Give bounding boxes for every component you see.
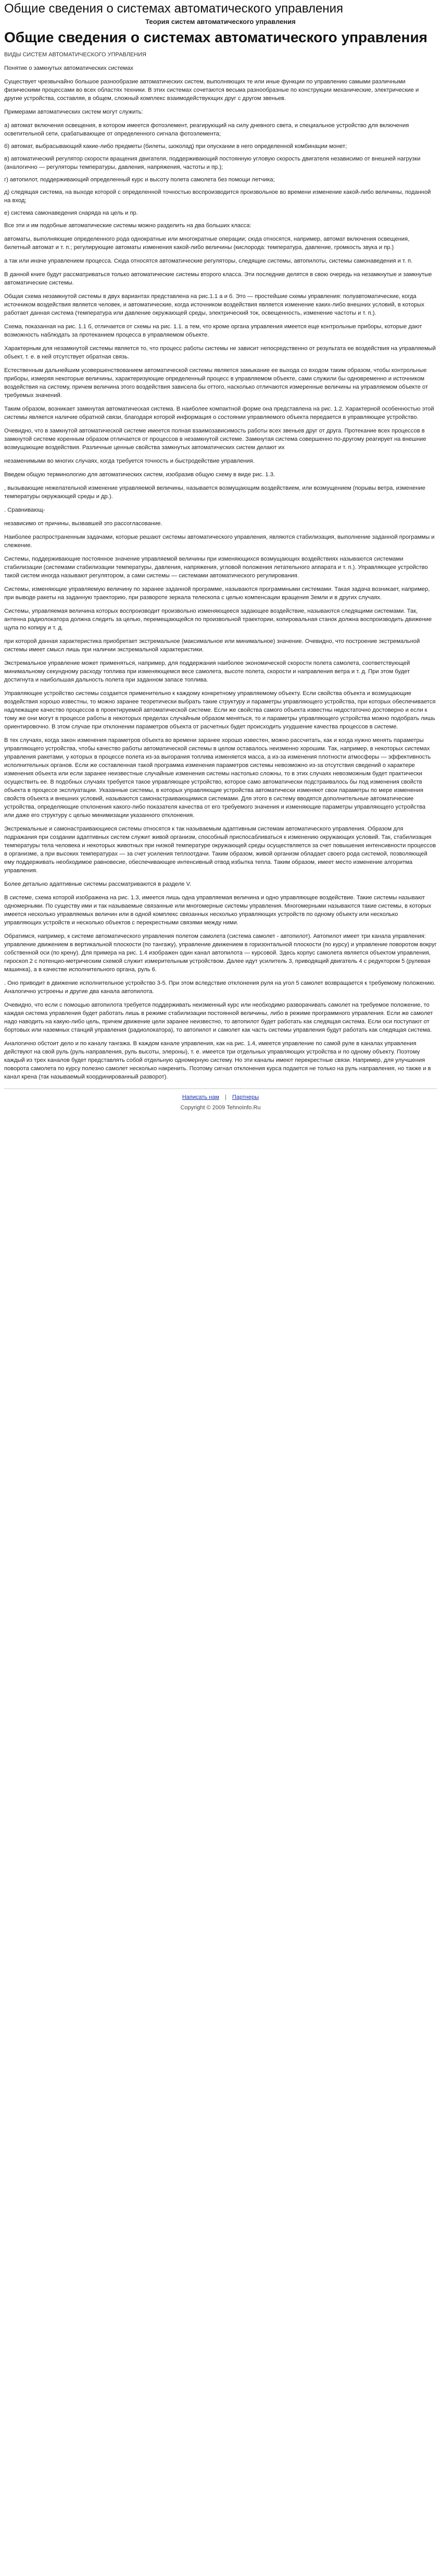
section-subtitle: ВИДЫ СИСТЕМ АВТОМАТИЧЕСКОГО УПРАВЛЕНИЯ [4,52,146,58]
footer-separator: | [225,1094,226,1100]
list-item: а) автомат включения освещения, в котором имеется фотоэлемент, реагирующий на силу дневного света, и специальное устройство для включения осветительной сети, срабатывающее от определенного сигнала фотоэлемента; [4,122,409,137]
paragraph: Экстремальные и самонастраивающиеся системы относятся к так называемым адаптивным системам автоматического управления. Образом для подражания при создании адаптивных систем служит живой организм, способный приспосабливаться к изменению окружающих условий. Так, стабилизация температуры тела человека и некоторых животных при низкой температуре окружающей среды осуществляется за счет повышения интенсивности процессов в организме, а при высоких температурах — за счет усиления теплоотдачи. Таким образом, живой организм обладает своего рода системой, позволяющей ему поддерживать необходимое равновесие, обеспечивающее интенсивный отвод избытка тепла. Таким образом, имеет место изменение алгоритма управления. [4,826,436,874]
paragraph: Схема, показанная на рис. 1.1 б, отличается от схемы на рис. 1.1. а тем, что кроме органа управления имеется еще контрольные приборы, которые дают возможность наблюдать за протеканием процесса в управляемом объекте. [4,324,422,338]
paragraph: Все эти и им подобные автоматические системы можно разделить на два больших класса: [4,222,251,229]
paragraph: . Оно приводит в движение исполнительное устройство 3-5. При этом вследствие отклонения руля на угол 5 самолет возвращается к требуемому положению. Аналогично устроены и другие два канала автопилота. [4,980,436,995]
paragraph: автоматы, выполняющие определенного рода однократные или многократные операции; сюда относятся, например, автомат включения освещения, билетный автомат и т. п.; регулирующие автоматы изменения какой-либо величины (кислорода: температура, давление, громкость звука и пр.) [4,236,410,251]
paragraph: Аналогично обстоит дело и по каналу тангажа. В каждом канале управления, как на рис. 1.4, имеется управление по самой руле в каналах управления действуют на свой руль (руль направления, руль высоты, элероны), т. е. имеется три отдельных управляющих устройства и по одному объекту. Поэтому каждый из трех каналов будет представлять собой отдельную одномерную систему. Но эти каналы имеют перекрестные связи. Например, для улучшения поворота самолета по курсу полезно самолет несколько накренить. Поэтому сигнал отклонения курса подается не только на руль направления, но также и в канал крена (так называемый координированный разворот). [4,1041,431,1080]
paragraph: Введем общую терминологию для автоматических систем, изобразив общую схему в виде рис. 1.3. [4,472,275,478]
paragraph: Системы, поддерживающие постоянное значение управляемой величины при изменяющихся возмущающих воздействиях называются системами стабилизации (системами стабилизации температуры, давления, напряжения, угловой положения летательного аппарата и т. п.). Управляющее устройство такой систем иногда называют регулятором, а сами системы — системами автоматического регулирования. [4,556,428,579]
paragraph: Очевидно, что если с помощью автопилота требуется поддерживать неизменный курс или необходимо разворачивать самолет на требуемое положение, то каждая система управления будет работать лишь в режиме стабилизации постоянной величины, либо в режиме программного управления. Если же самолет надо наводить на какую-либо цель, причем движение цели заранее неизвестно, то автопилот будет работать как следящая система. Если оси поступают от бортовых или наземных станций управления (радиолокатора), то автопилот и самолет как часть системы управления будут работать как следящая система. [4,1002,433,1033]
paragraph: В данной книге будут рассматриваться только автоматические системы второго класса. Эти последние делятся в свою очередь на незамкнутые и замкнутые автоматические системы. [4,271,432,286]
footer-links [4,1093,437,1101]
paragraph: независимо от причины, вызвавшей это рассогласование. [4,521,162,527]
paragraph: незаменимыми во многих случаях, когда требуется точность и быстродействие управления. [4,458,255,464]
paragraph: Наиболее распространенным задачами, которые решают системы автоматического управления, являются стабилизация, выполнение заданной программы и слежение. [4,534,435,549]
partners-link[interactable]: Партнеры [232,1094,259,1100]
topic-heading: Теория систем автоматического управления [145,18,296,26]
paragraph: Управляющее устройство системы создается применительно к каждому конкретному управляемому объекту. Если свойства объекта и возмущающие воздействия хорошо известны, то можно заранее теоретически выбрать такие структуру и параметры управляющего устройства, при которых обеспечивается надлежащее качество процессов в проектируемой автоматической системе. Если же свойства самого объекта известны недостаточно достоверно и если к тому же они могут в процессе работы в некоторых пределах случайным образом меняться, то и параметры управляющего устройства можно подобрать лишь ориентировочно. В этом случае при отклонении параметров объекта от расчетных будет происходить ухудшение качества процессов в системе. [4,690,436,730]
paragraph: Понятие о замкнутых автоматических системах [4,65,133,71]
paragraph: Примерами автоматических систем могут служить: [4,109,143,115]
contact-link[interactable]: Написать нам [182,1094,219,1100]
list-item: д) следящая система, на выходе которой с определенной точностью воспроизводится произвольное во времени изменение какой-либо величины, поданной на вход; [4,189,431,204]
article-body [4,64,437,1081]
document-title: Общие сведения о системах автоматического управления [4,2,344,16]
article-title: Общие сведения о системах автоматического управления [4,29,428,45]
paragraph: . Сравнивающ- [4,507,45,513]
paragraph: Системы, изменяющие управляемую величину по заранее заданной программе, называются программными системами. Такая задача возникает, например, при выводе ракеты на заданную траекторию, при развороте зеркала телескопа с целью компенсации вращения Земли и в других случаях. [4,586,430,601]
paragraph: Очевидно, что в замкнутой автоматической системе имеется полная взаимозависимость работы всех звеньев друг от друга. Протекание всех процессов в замкнутой системе коренным образом отличается от процессов в незамкнутой системе. Замкнутая система совершенно по-другому реагирует на внешние возмущающие воздействия. Различные ценные свойства замкнутых автоматических систем делают их [4,428,426,451]
list-item: б) автомат, выбрасывающий какие-либо предметы (билеты, шоколад) при опускании в него определенной комбинации монет; [4,143,347,150]
list-item: в) автоматический регулятор скорости вращения двигателя, поддерживающий постоянную угловую скорость двигателя независимо от внешней нагрузки (аналогично — регуляторы температуры, давления, напряжения, частоты и пр.); [4,156,421,170]
paragraph: Существует чрезвычайно большое разнообразие автоматических систем, выполняющих те или иные функции по управлению самыми различными физическими процессами во всех областях техники. В этих системах сочетаются весьма разнообразные по конструкции механические, электрические и другие устройства, составляя, в общем, сложный комплекс взаимодействующих друг с другом звеньев. [4,79,419,102]
paragraph: Естественным дальнейшим усовершенствованием автоматической системы является замыкание ее выхода со входом таким образом, чтобы контрольные приборы, измеряя некоторые величины, характеризующие определенный процесс в управляемом объекте, сами служили бы одновременно и источником воздействия на систему, причем величина этого воздействия зависела бы оттого, насколько отличаются измеренные величины на управляемом объекте от требуемых значений. [4,367,428,399]
paragraph: а так или иначе управлением процесса. Сюда относятся автоматические регуляторы, следящие системы, автопилоты, системы самонаведения и т. п. [4,258,413,264]
paragraph: , вызывающие нежелательной изменение управляемой величины, называется возмущающим воздействием, или возмущением (порывы ветра, изменение температуры окружающей среды и др.). [4,485,425,500]
paragraph: Общая схема незамкнутой системы в двух вариантах представлена на рис.1.1 а и б. Это — простейшие схемы управления: полуавтоматические, когда источником воздействия является человек, и автоматические, когда источником воздействия является изменение каких-либо внешних условий, в которых работает данная система (температура или давление окружающей среды, электрический ток, освещенность, изменение частоты и т. п.). [4,293,424,316]
list-item: е) система самонаведения снаряда на цель и пр. [4,210,138,216]
paragraph: Более детально адаптивные системы рассматриваются в разделе V. [4,881,192,887]
paragraph: Экстремальное управление может применяться, например, для поддержания наиболее экономической скорости полета самолета, соответствующей минимальному секундному расходу топлива при изменяющемся весе самолета, высоте полета, скорости и направления ветра и т. д. При этом будет достигнута и наибольшая дальность полета при заданном запасе топлива. [4,660,410,683]
copyright: Copyright © 2009 TehnoInfo.Ru [180,1105,261,1111]
paragraph: В тех случаях, когда закон изменения параметров объекта во времени заранее хорошо известен, можно рассчитать, как и когда нужно менять параметры управляющего устройства, чтобы качество работы автоматической системы в целом оставалось неизменно хорошим. Так, например, в некоторых системах управления ракетами, у которых в процессе полета из-за выгорания топлива изменяется масса, а из-за изменения плотности атмосферы — эффективность исполнительных органов. Если же составленная такой программа изменения параметров системы невозможно из-за отсутствия сведений о характере изменения объекта или если заранее неизвестные случайные изменения системы настолько сложны, то в этих случаях невозможным будет практически осуществить ее. В подобных случаях требуется такое управляющее устройство, которое само автоматически подстраивалось бы под изменения свойств объекта в процессе эксплуатации. Указанные системы, в которых управляющие устройства автоматически изменяют свои параметры по мере изменения свойств объекта и внешних условий, называются самонастраивающимися системами. Для этого в систему вводятся дополнительные автоматические устройства, определяющие отклонения какого-либо показателя качества от его требуемого значения и изменяющие параметры управляющего устройства или даже его структуру с целью минимизации указанного отклонения. [4,737,431,819]
paragraph: Системы, управляемая величина которых воспроизводит произвольно изменяющееся задающее воздействие, называются следящими системами. Так, антенна радиолокатора должна следить за целью, перемещающейся по произвольной траектории, копировальная станок должна воспроизводить движение щупа по копиру и т. д. [4,608,432,631]
footer [4,1088,437,1112]
paragraph: при которой данная характеристика приобретает экстремальное (максимальное или минимальное) значение. Очевидно, что построение экстремальной системы имеет смысл лишь при наличии экстремальной характеристики. [4,638,420,653]
list-item: г) автопилот, поддерживающий определенный курс и высоту полета самолета без помощи летчика; [4,177,275,183]
paragraph: Таким образом, возникает замкнутая автоматическая система. В наиболее компактной форме она представлена на рис. 1.2. Характерной особенностью этой системы является наличие обратной связи, благодаря которой информация о состоянии управляемого объекта передается в управляющее устройство. [4,406,434,420]
page [0,1,441,1112]
paragraph: В системе, схема которой изображена на рис. 1.3, имеется лишь одна управляемая величина и одно управляющее воздействие. Такие системы называют одномерными. По существу ими и так называемые связанные или многомерные системы управления. Многомерными называются такие системы, в которых имеется несколько управляемых величин или в одной комплекс связанных несколько управляющих устройств по одному объекту или несколько управляющих устройств и несколько объектов с перекрестными связями между ними. [4,895,432,926]
paragraph: Обратимся, например, к системе автоматического управления полетом самолета (система самолет - автопилот). Автопилот имеет три канала управления: управление движением в вертикальной плоскости (по тангажу), управление движением в горизонтальной плоскости (по курсу) и управление поворотом вокруг собственной оси (по крену). Для примера на рис. 1.4 изображен один канал автопилота — курсовой. Здесь корпус самолета является объектом управления, гироскоп 2 с потенцио-метрическим схемой служит измерительным устройством. Далее идут усилитель 3, приводящий двигатель 4 с редуктором 5 (рулевая машинка), а в качестве исполнительного органа, руль 6. [4,933,437,973]
paragraph: Характерным для незамкнутой системы является то, что процесс работы системы не зависит непосредственно от результата ее воздействия на управляемый объект, т. е. в ней отсутствует обратная связь. [4,345,436,360]
